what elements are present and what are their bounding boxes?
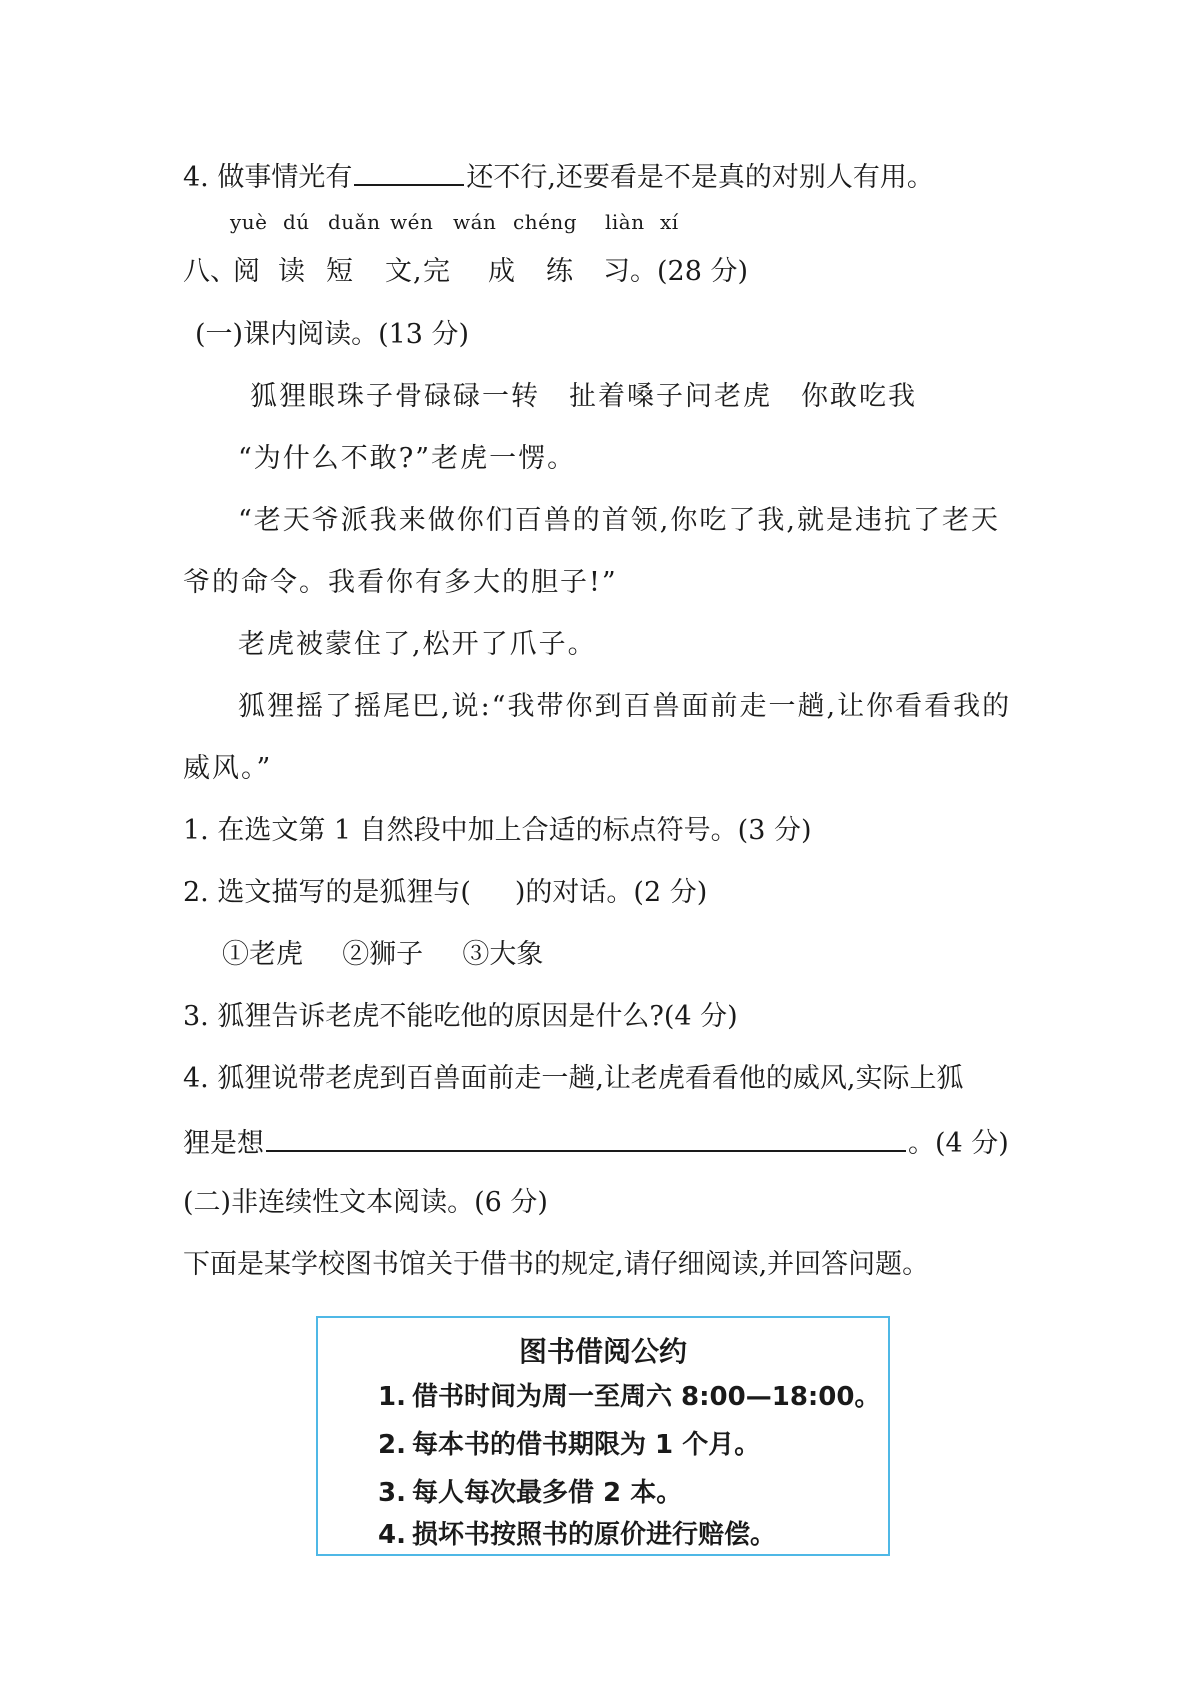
notice-item-number: 2. (378, 1430, 406, 1460)
notice-item-number: 1. (378, 1382, 406, 1412)
notice-item-text: 每本书的借书期限为 1 个月。 (412, 1430, 761, 1460)
library-notice-box (316, 1316, 890, 1556)
notice-item-text: 损坏书按照书的原价进行赔偿。 (412, 1520, 777, 1550)
passage-line: 威风。” (183, 753, 273, 784)
pinyin: duǎn (328, 210, 381, 234)
heading-char: 文 (385, 256, 412, 287)
section-score: 。(28 分) (630, 256, 749, 287)
heading-char: 读 (278, 256, 305, 287)
q7-item4 (183, 158, 934, 195)
heading-char: , (413, 256, 422, 287)
part1-title: (一)课内阅读。(13 分) (195, 319, 470, 350)
passage-line: 老虎被蒙住了,松开了爪子。 (238, 629, 597, 660)
notice-item-text: 每人每次最多借 2 本。 (412, 1478, 683, 1508)
passage-line: 爷的命令。我看你有多大的胆子!” (183, 567, 618, 598)
passage-line: “老天爷派我来做你们百兽的首领,你吃了我,就是违抗了老天 (238, 505, 1000, 536)
pinyin: chéng (513, 210, 578, 234)
part2-intro: 下面是某学校图书馆关于借书的规定,请仔细阅读,并回答问题。 (183, 1249, 930, 1280)
option[interactable]: ③大象 (462, 939, 544, 970)
part2-title: (二)非连续性文本阅读。(6 分) (183, 1187, 548, 1218)
notice-title: 图书借阅公约 (518, 1335, 687, 1368)
pinyin: liàn (605, 210, 645, 234)
heading-char: 习 (603, 256, 630, 287)
question-4-line2 (183, 1124, 1009, 1161)
passage-line: 狐狸眼珠子骨碌碌一转 扯着嗓子问老虎 你敢吃我 (250, 381, 917, 412)
question-4-line1: 4. 狐狸说带老虎到百兽面前走一趟,让老虎看看他的威风,实际上狐 (183, 1063, 964, 1094)
heading-char: 完 (423, 256, 450, 287)
heading-char: 短 (326, 256, 353, 287)
notice-item-text: 借书时间为周一至周六 8:00—18:00。 (412, 1382, 881, 1412)
pinyin: yuè (230, 210, 268, 234)
option[interactable]: ②狮子 (342, 939, 424, 970)
question-2-suffix: )的对话。(2 分) (514, 877, 708, 908)
question-1: 1. 在选文第 1 自然段中加上合适的标点符号。(3 分) (183, 815, 812, 846)
heading-char: 练 (546, 256, 573, 287)
answer-blank[interactable] (354, 158, 464, 186)
option[interactable]: ①老虎 (222, 939, 303, 970)
pinyin: wán (453, 210, 497, 234)
notice-item (378, 1424, 760, 1461)
question-4-prefix: 狸是想 (183, 1128, 264, 1159)
notice-item (378, 1514, 776, 1551)
pinyin: xí (660, 210, 679, 234)
q7-item4-prefix: 4. 做事情光有 (183, 162, 353, 193)
notice-item-number: 4. (378, 1520, 406, 1550)
q7-item4-suffix: 还不行,还要看是不是真的对别人有用。 (466, 162, 934, 193)
pinyin: dú (283, 210, 310, 234)
heading-char: 成 (488, 256, 515, 287)
question-2-options (222, 938, 543, 972)
question-4-suffix: 。(4 分) (908, 1128, 1009, 1159)
question-3: 3. 狐狸告诉老虎不能吃他的原因是什么?(4 分) (183, 1001, 738, 1032)
answer-blank[interactable] (266, 1124, 906, 1152)
passage-line: 狐狸摇了摇尾巴,说:“我带你到百兽面前走一趟,让你看看我的 (238, 691, 1012, 722)
notice-item-number: 3. (378, 1478, 406, 1508)
question-2-prefix: 2. 选文描写的是狐狸与( (183, 877, 471, 908)
heading-char: 阅 (233, 256, 260, 287)
section-number: 八、 (183, 256, 237, 287)
notice-item (378, 1376, 880, 1413)
passage-line: “为什么不敢?”老虎一愣。 (238, 443, 577, 474)
question-2 (183, 876, 707, 910)
notice-item (378, 1472, 682, 1509)
pinyin: wén (390, 210, 434, 234)
